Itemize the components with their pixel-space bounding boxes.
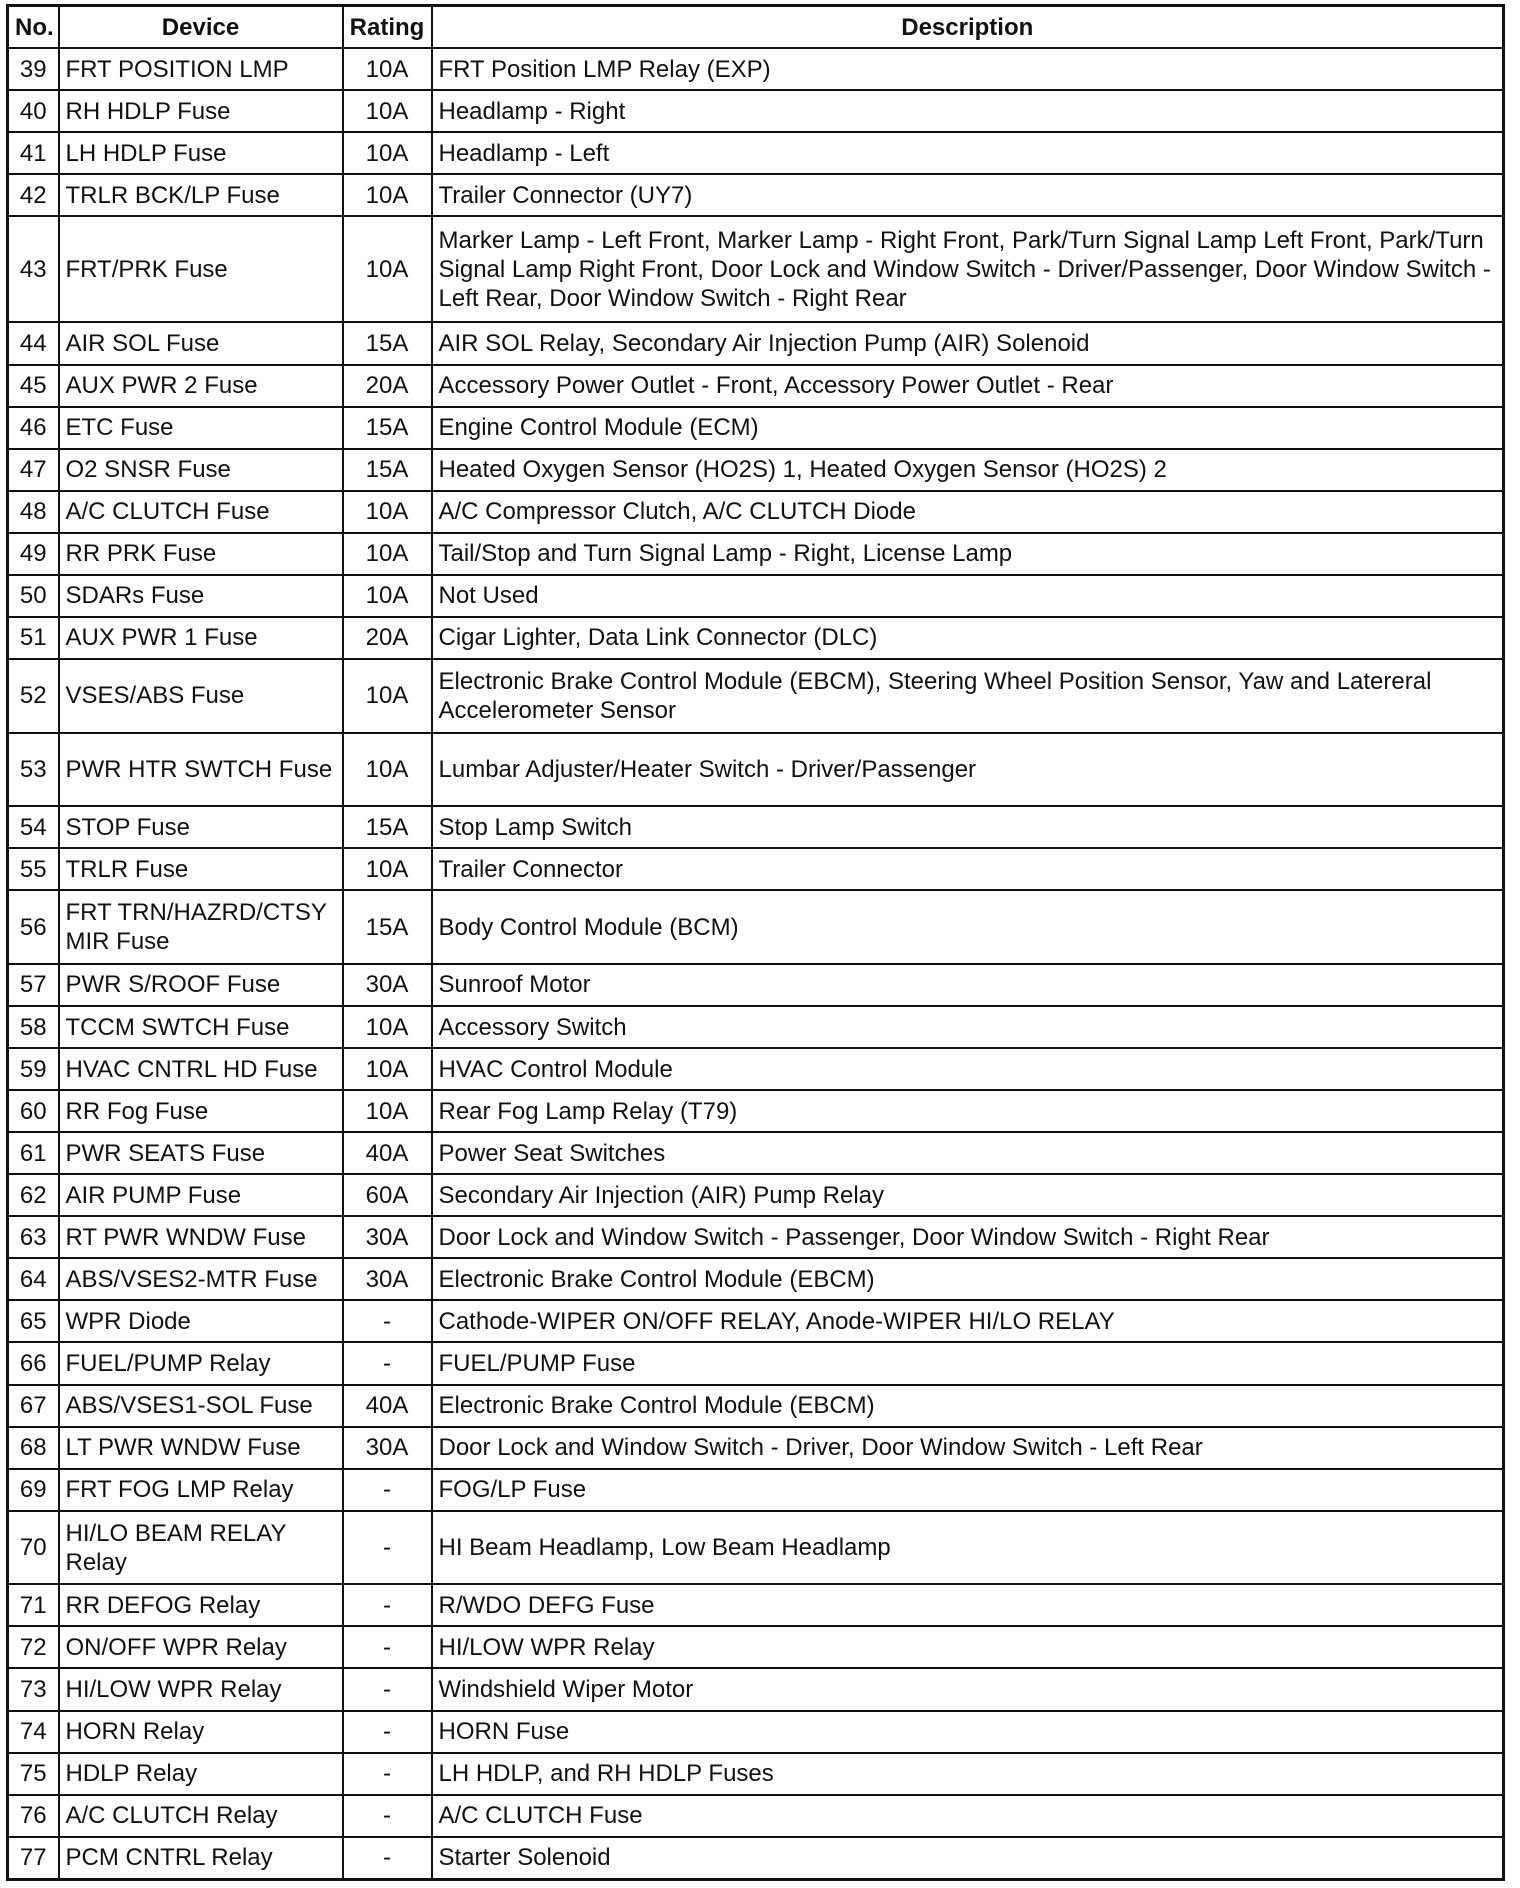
cell-description: HVAC Control Module [432, 1048, 1504, 1090]
cell-rating: 15A [343, 806, 432, 848]
table-row [8, 1048, 1504, 1090]
table-row [8, 90, 1504, 132]
cell-no: 57 [8, 964, 59, 1006]
table-row [8, 48, 1504, 90]
cell-description: Accessory Switch [432, 1006, 1504, 1048]
cell-no: 43 [8, 216, 59, 322]
cell-device: RR PRK Fuse [59, 533, 343, 575]
table-row [8, 322, 1504, 364]
cell-rating: - [343, 1626, 432, 1668]
cell-no: 56 [8, 890, 59, 964]
cell-rating: - [343, 1711, 432, 1753]
cell-rating: - [343, 1668, 432, 1710]
table-row [8, 1626, 1504, 1668]
cell-device: RT PWR WNDW Fuse [59, 1216, 343, 1258]
cell-description: Headlamp - Left [432, 132, 1504, 174]
cell-description: Not Used [432, 575, 1504, 617]
cell-rating: 10A [343, 848, 432, 890]
cell-description: Door Lock and Window Switch - Passenger, Door Window Switch - Right Rear [432, 1216, 1504, 1258]
cell-description: Body Control Module (BCM) [432, 890, 1504, 964]
cell-device: ABS/VSES2-MTR Fuse [59, 1258, 343, 1300]
table-row [8, 1511, 1504, 1585]
cell-rating: 30A [343, 1216, 432, 1258]
cell-rating: 10A [343, 491, 432, 533]
cell-no: 64 [8, 1258, 59, 1300]
cell-rating: - [343, 1584, 432, 1626]
table-row [8, 449, 1504, 491]
table-row [8, 1753, 1504, 1795]
cell-no: 73 [8, 1668, 59, 1710]
table-row [8, 132, 1504, 174]
cell-description: Electronic Brake Control Module (EBCM) [432, 1385, 1504, 1427]
cell-no: 74 [8, 1711, 59, 1753]
table-row [8, 1584, 1504, 1626]
cell-description: Heated Oxygen Sensor (HO2S) 1, Heated Oxygen Sensor (HO2S) 2 [432, 449, 1504, 491]
table-row [8, 890, 1504, 964]
table-row [8, 407, 1504, 449]
table-row [8, 174, 1504, 216]
cell-device: ABS/VSES1-SOL Fuse [59, 1385, 343, 1427]
cell-no: 60 [8, 1090, 59, 1132]
table-row [8, 1258, 1504, 1300]
table-row [8, 964, 1504, 1006]
cell-rating: 15A [343, 322, 432, 364]
cell-description: Trailer Connector [432, 848, 1504, 890]
cell-no: 45 [8, 365, 59, 407]
cell-no: 51 [8, 617, 59, 659]
table-row [8, 1668, 1504, 1710]
cell-device: AIR PUMP Fuse [59, 1174, 343, 1216]
cell-no: 50 [8, 575, 59, 617]
cell-device: PWR S/ROOF Fuse [59, 964, 343, 1006]
cell-rating: 30A [343, 964, 432, 1006]
table-row [8, 491, 1504, 533]
cell-description: Lumbar Adjuster/Heater Switch - Driver/Passenger [432, 733, 1504, 807]
table-row [8, 1174, 1504, 1216]
cell-description: Headlamp - Right [432, 90, 1504, 132]
cell-rating: - [343, 1300, 432, 1342]
cell-no: 70 [8, 1511, 59, 1585]
table-row [8, 216, 1504, 322]
cell-description: Secondary Air Injection (AIR) Pump Relay [432, 1174, 1504, 1216]
cell-device: AUX PWR 1 Fuse [59, 617, 343, 659]
cell-device: FRT POSITION LMP [59, 48, 343, 90]
cell-rating: 40A [343, 1132, 432, 1174]
cell-device: FUEL/PUMP Relay [59, 1342, 343, 1384]
cell-rating: 10A [343, 90, 432, 132]
table-row [8, 1837, 1504, 1880]
cell-rating: 15A [343, 890, 432, 964]
table-row [8, 848, 1504, 890]
cell-rating: 15A [343, 449, 432, 491]
cell-rating: 30A [343, 1258, 432, 1300]
cell-no: 72 [8, 1626, 59, 1668]
cell-description: Accessory Power Outlet - Front, Accessory Power Outlet - Rear [432, 365, 1504, 407]
cell-rating: 10A [343, 533, 432, 575]
cell-rating: - [343, 1511, 432, 1585]
cell-device: RR Fog Fuse [59, 1090, 343, 1132]
cell-device: TRLR BCK/LP Fuse [59, 174, 343, 216]
table-row [8, 1342, 1504, 1384]
cell-device: A/C CLUTCH Fuse [59, 491, 343, 533]
cell-description: Marker Lamp - Left Front, Marker Lamp - Right Front, Park/Turn Signal Lamp Left Front, Park/Turn Signal Lamp Right Front, Door Lock and Window Switch - Driver/Passenger, Door Window Switch - Left Rear, Door Window Switch - Right Rear [432, 216, 1504, 322]
cell-no: 62 [8, 1174, 59, 1216]
column-header-description: Description [432, 6, 1504, 49]
cell-device: FRT/PRK Fuse [59, 216, 343, 322]
cell-no: 48 [8, 491, 59, 533]
cell-description: HI/LOW WPR Relay [432, 1626, 1504, 1668]
cell-no: 54 [8, 806, 59, 848]
cell-device: HI/LO BEAM RELAY Relay [59, 1511, 343, 1585]
cell-no: 75 [8, 1753, 59, 1795]
table-row [8, 1300, 1504, 1342]
cell-rating: - [343, 1753, 432, 1795]
cell-no: 66 [8, 1342, 59, 1384]
cell-device: PWR SEATS Fuse [59, 1132, 343, 1174]
cell-device: HI/LOW WPR Relay [59, 1668, 343, 1710]
cell-description: R/WDO DEFG Fuse [432, 1584, 1504, 1626]
cell-device: O2 SNSR Fuse [59, 449, 343, 491]
table-row [8, 1427, 1504, 1469]
cell-device: ON/OFF WPR Relay [59, 1626, 343, 1668]
table-body [8, 48, 1504, 1880]
cell-description: Tail/Stop and Turn Signal Lamp - Right, License Lamp [432, 533, 1504, 575]
cell-rating: 15A [343, 407, 432, 449]
cell-no: 49 [8, 533, 59, 575]
cell-no: 46 [8, 407, 59, 449]
cell-rating: 20A [343, 617, 432, 659]
cell-no: 71 [8, 1584, 59, 1626]
table-row [8, 1385, 1504, 1427]
cell-device: STOP Fuse [59, 806, 343, 848]
cell-no: 55 [8, 848, 59, 890]
cell-description: Door Lock and Window Switch - Driver, Door Window Switch - Left Rear [432, 1427, 1504, 1469]
table-row [8, 806, 1504, 848]
table-row [8, 1006, 1504, 1048]
cell-device: WPR Diode [59, 1300, 343, 1342]
cell-description: Trailer Connector (UY7) [432, 174, 1504, 216]
cell-no: 52 [8, 659, 59, 733]
cell-description: FRT Position LMP Relay (EXP) [432, 48, 1504, 90]
cell-rating: 10A [343, 132, 432, 174]
table-row [8, 365, 1504, 407]
cell-device: A/C CLUTCH Relay [59, 1795, 343, 1837]
cell-device: AIR SOL Fuse [59, 322, 343, 364]
cell-device: HDLP Relay [59, 1753, 343, 1795]
cell-description: Rear Fog Lamp Relay (T79) [432, 1090, 1504, 1132]
table-row [8, 659, 1504, 733]
cell-device: LT PWR WNDW Fuse [59, 1427, 343, 1469]
cell-no: 61 [8, 1132, 59, 1174]
cell-device: FRT FOG LMP Relay [59, 1469, 343, 1511]
fuse-relay-table [6, 4, 1505, 1881]
cell-rating: 10A [343, 575, 432, 617]
cell-description: Power Seat Switches [432, 1132, 1504, 1174]
table-row [8, 1132, 1504, 1174]
cell-description: Stop Lamp Switch [432, 806, 1504, 848]
cell-device: RH HDLP Fuse [59, 90, 343, 132]
cell-no: 69 [8, 1469, 59, 1511]
cell-no: 77 [8, 1837, 59, 1880]
cell-no: 63 [8, 1216, 59, 1258]
cell-device: AUX PWR 2 Fuse [59, 365, 343, 407]
cell-description: FUEL/PUMP Fuse [432, 1342, 1504, 1384]
cell-rating: 60A [343, 1174, 432, 1216]
cell-description: Sunroof Motor [432, 964, 1504, 1006]
cell-device: PCM CNTRL Relay [59, 1837, 343, 1880]
cell-rating: 10A [343, 1090, 432, 1132]
cell-no: 42 [8, 174, 59, 216]
header-row [8, 6, 1504, 49]
table-row [8, 1469, 1504, 1511]
cell-device: HORN Relay [59, 1711, 343, 1753]
cell-device: ETC Fuse [59, 407, 343, 449]
cell-description: Cigar Lighter, Data Link Connector (DLC) [432, 617, 1504, 659]
cell-no: 65 [8, 1300, 59, 1342]
cell-description: FOG/LP Fuse [432, 1469, 1504, 1511]
cell-no: 44 [8, 322, 59, 364]
cell-rating: - [343, 1342, 432, 1384]
cell-description: Windshield Wiper Motor [432, 1668, 1504, 1710]
cell-rating: 40A [343, 1385, 432, 1427]
column-header-rating: Rating [343, 6, 432, 49]
cell-description: Electronic Brake Control Module (EBCM), Steering Wheel Position Sensor, Yaw and Latereral Accelerometer Sensor [432, 659, 1504, 733]
cell-description: Electronic Brake Control Module (EBCM) [432, 1258, 1504, 1300]
cell-rating: 30A [343, 1427, 432, 1469]
cell-no: 67 [8, 1385, 59, 1427]
cell-rating: 10A [343, 48, 432, 90]
cell-rating: 10A [343, 1048, 432, 1090]
cell-device: FRT TRN/HAZRD/CTSY MIR Fuse [59, 890, 343, 964]
cell-no: 41 [8, 132, 59, 174]
cell-rating: - [343, 1469, 432, 1511]
cell-rating: - [343, 1837, 432, 1880]
cell-description: Engine Control Module (ECM) [432, 407, 1504, 449]
cell-no: 59 [8, 1048, 59, 1090]
cell-description: AIR SOL Relay, Secondary Air Injection Pump (AIR) Solenoid [432, 322, 1504, 364]
cell-rating: 10A [343, 733, 432, 807]
cell-device: TRLR Fuse [59, 848, 343, 890]
cell-no: 58 [8, 1006, 59, 1048]
cell-no: 68 [8, 1427, 59, 1469]
cell-no: 53 [8, 733, 59, 807]
cell-rating: 10A [343, 174, 432, 216]
cell-description: HI Beam Headlamp, Low Beam Headlamp [432, 1511, 1504, 1585]
table-row [8, 733, 1504, 807]
cell-description: A/C Compressor Clutch, A/C CLUTCH Diode [432, 491, 1504, 533]
table-row [8, 1216, 1504, 1258]
cell-device: RR DEFOG Relay [59, 1584, 343, 1626]
table-row [8, 575, 1504, 617]
table-row [8, 1090, 1504, 1132]
cell-rating: 20A [343, 365, 432, 407]
cell-rating: 10A [343, 1006, 432, 1048]
cell-description: LH HDLP, and RH HDLP Fuses [432, 1753, 1504, 1795]
table-row [8, 1711, 1504, 1753]
cell-device: VSES/ABS Fuse [59, 659, 343, 733]
column-header-device: Device [59, 6, 343, 49]
table-row [8, 1795, 1504, 1837]
cell-no: 76 [8, 1795, 59, 1837]
table-row [8, 533, 1504, 575]
cell-no: 47 [8, 449, 59, 491]
cell-description: Cathode-WIPER ON/OFF RELAY, Anode-WIPER HI/LO RELAY [432, 1300, 1504, 1342]
cell-rating: 10A [343, 216, 432, 322]
cell-device: LH HDLP Fuse [59, 132, 343, 174]
cell-device: HVAC CNTRL HD Fuse [59, 1048, 343, 1090]
cell-no: 40 [8, 90, 59, 132]
cell-device: SDARs Fuse [59, 575, 343, 617]
cell-device: TCCM SWTCH Fuse [59, 1006, 343, 1048]
column-header-no: No. [8, 6, 59, 49]
table-row [8, 617, 1504, 659]
cell-device: PWR HTR SWTCH Fuse [59, 733, 343, 807]
cell-description: Starter Solenoid [432, 1837, 1504, 1880]
cell-no: 39 [8, 48, 59, 90]
cell-rating: 10A [343, 659, 432, 733]
cell-rating: - [343, 1795, 432, 1837]
cell-description: HORN Fuse [432, 1711, 1504, 1753]
cell-description: A/C CLUTCH Fuse [432, 1795, 1504, 1837]
